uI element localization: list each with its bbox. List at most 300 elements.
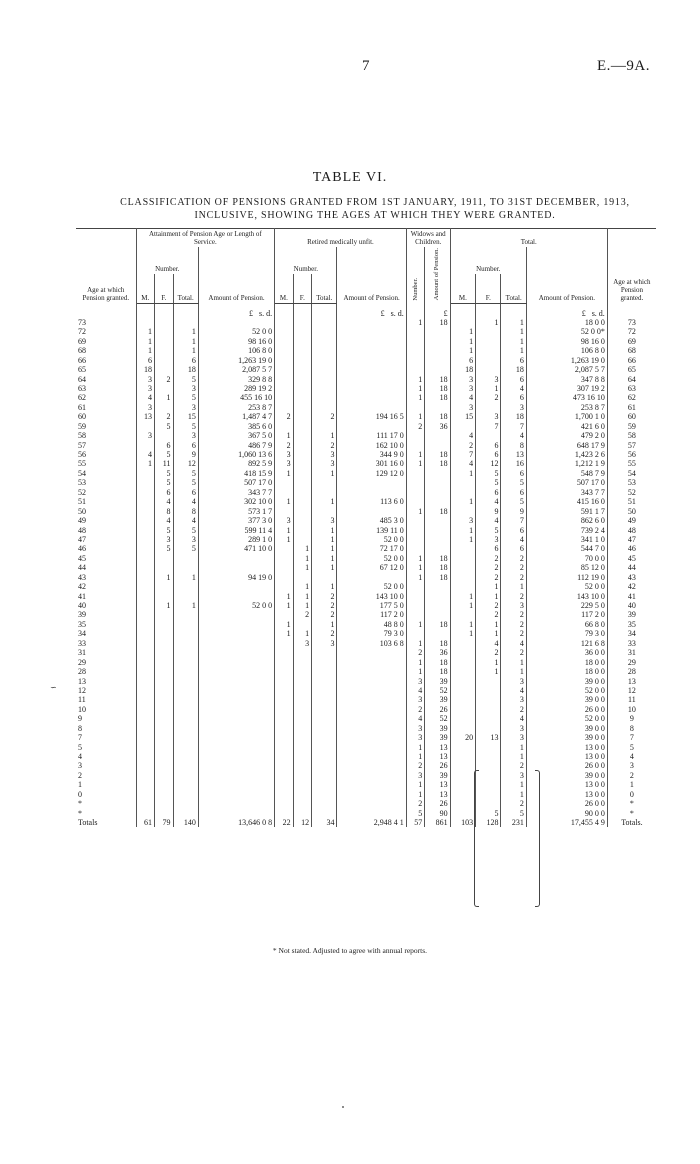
table-cell: 385 6 0 — [198, 422, 274, 431]
table-cell — [406, 431, 424, 440]
table-cell: 1 — [173, 346, 198, 355]
table-cell — [406, 346, 424, 355]
table-cell — [337, 808, 406, 817]
age-cell: 69 — [627, 336, 636, 346]
table-cell — [450, 771, 475, 780]
table-cell: 2 — [501, 629, 526, 638]
table-cell: 1,263 19 0 — [198, 355, 274, 364]
table-cell: 13 — [501, 450, 526, 459]
table-cell — [425, 431, 450, 440]
table-cell: 2 — [501, 761, 526, 770]
table-cell: 112 19 0 — [526, 573, 607, 582]
table-cell — [173, 780, 198, 789]
table-cell: 4 — [173, 516, 198, 525]
table-cell: 1 — [136, 346, 154, 355]
age-cell: 28 — [76, 667, 136, 676]
table-cell: 12 — [476, 459, 501, 468]
table-cell — [312, 488, 337, 497]
table-cell: 421 6 0 — [526, 422, 607, 431]
table-cell — [198, 742, 274, 751]
totals-cell: 61 — [136, 818, 154, 827]
table-cell — [337, 742, 406, 751]
table-cell: 72 17 0 — [337, 544, 406, 553]
total-number-header: Number. — [450, 247, 526, 274]
table-row — [76, 733, 656, 742]
table-cell — [312, 318, 337, 327]
totals-cell: 34 — [312, 818, 337, 827]
table-cell — [136, 563, 154, 572]
table-cell: 18 — [425, 573, 450, 582]
table-cell — [425, 582, 450, 591]
table-cell: 5 — [476, 808, 501, 817]
table-cell: 1 — [450, 525, 475, 534]
table-cell: 2 — [312, 601, 337, 610]
table-cell — [173, 771, 198, 780]
table-cell: 13 — [425, 752, 450, 761]
table-cell: 418 15 9 — [198, 469, 274, 478]
table-cell — [275, 752, 293, 761]
table-cell — [173, 724, 198, 733]
table-cell — [450, 705, 475, 714]
attainment-number-header: Number. — [136, 247, 198, 274]
table-cell — [450, 752, 475, 761]
age-cell: 10 — [627, 704, 636, 714]
table-cell: 26 0 0 — [526, 799, 607, 808]
table-cell — [155, 554, 173, 563]
table-cell: 1 — [476, 620, 501, 629]
age-cell: 34 — [627, 629, 636, 639]
table-cell — [136, 648, 154, 657]
age-cell: 61 — [76, 403, 136, 412]
table-cell: 52 0 0 — [337, 554, 406, 563]
table-cell: 39 — [425, 771, 450, 780]
age-cell: 34 — [76, 629, 136, 638]
table-cell — [293, 695, 311, 704]
table-cell — [312, 422, 337, 431]
table-row — [76, 629, 656, 638]
totals-cell: 22 — [275, 818, 293, 827]
table-cell: 13 0 0 — [526, 790, 607, 799]
table-cell — [293, 648, 311, 657]
table-cell — [450, 478, 475, 487]
table-cell: 2 — [312, 412, 337, 421]
table-cell — [425, 591, 450, 600]
table-row — [76, 440, 656, 449]
table-cell — [450, 639, 475, 648]
table-cell: 3 — [173, 535, 198, 544]
table-cell — [293, 431, 311, 440]
table-cell — [155, 799, 173, 808]
table-row — [76, 374, 656, 383]
table-cell — [312, 695, 337, 704]
table-cell: 1 — [476, 667, 501, 676]
table-cell — [406, 355, 424, 364]
total-unit: £ s. d. — [526, 303, 607, 318]
table-cell — [293, 374, 311, 383]
table-cell: 4 — [501, 686, 526, 695]
table-cell — [155, 657, 173, 666]
age-cell: 42 — [627, 582, 636, 592]
table-cell: 1 — [406, 374, 424, 383]
table-cell — [155, 327, 173, 336]
table-cell — [293, 808, 311, 817]
age-cell: 5 — [76, 742, 136, 751]
table-cell — [476, 742, 501, 751]
age-cell: 35 — [76, 620, 136, 629]
table-cell: 6 — [173, 440, 198, 449]
age-cell: 4 — [76, 752, 136, 761]
table-cell — [173, 752, 198, 761]
table-cell: 1,263 19 0 — [526, 355, 607, 364]
table-cell: 129 12 0 — [337, 469, 406, 478]
table-cell — [337, 506, 406, 515]
age-cell: 48 — [76, 525, 136, 534]
table-cell — [312, 327, 337, 336]
table-cell: 3 — [501, 733, 526, 742]
table-cell: 1 — [501, 346, 526, 355]
table-cell: 1 — [476, 591, 501, 600]
table-cell — [406, 440, 424, 449]
table-cell — [337, 676, 406, 685]
table-cell: 4 — [476, 639, 501, 648]
age-cell: 46 — [627, 544, 636, 554]
table-cell — [173, 733, 198, 742]
attainment-amount-header: Amount of Pension. — [198, 247, 274, 303]
table-row — [76, 657, 656, 666]
table-cell: 4 — [450, 393, 475, 402]
table-row — [76, 573, 656, 582]
age-cell: * — [629, 799, 634, 809]
table-cell — [293, 506, 311, 515]
table-cell — [293, 337, 311, 346]
table-cell: 343 7 7 — [198, 488, 274, 497]
table-cell — [275, 337, 293, 346]
table-cell: 5 — [173, 393, 198, 402]
age-cell: 55 — [76, 459, 136, 468]
table-cell — [293, 412, 311, 421]
table-cell: 12 — [173, 459, 198, 468]
pension-classification-table — [76, 228, 656, 827]
table-cell — [136, 808, 154, 817]
age-cell: 52 — [627, 487, 636, 497]
table-cell — [425, 525, 450, 534]
table-cell: 6 — [136, 355, 154, 364]
table-cell — [293, 780, 311, 789]
table-cell: 39 — [425, 676, 450, 685]
table-cell — [198, 563, 274, 572]
age-cell: * — [76, 808, 136, 817]
retired-m-header: M. — [275, 274, 293, 303]
table-row — [76, 780, 656, 789]
totals-cell: 57 — [406, 818, 424, 827]
table-cell — [293, 403, 311, 412]
table-cell: 1 — [173, 601, 198, 610]
table-cell: 6 — [476, 450, 501, 459]
age-cell: 55 — [627, 459, 636, 469]
attainment-unit: £ s. d. — [198, 303, 274, 318]
table-row — [76, 582, 656, 591]
table-cell — [275, 346, 293, 355]
table-cell: 1 — [275, 601, 293, 610]
age-cell: 35 — [627, 619, 636, 629]
table-cell: 6 — [476, 544, 501, 553]
table-cell: 2 — [155, 412, 173, 421]
table-cell — [293, 657, 311, 666]
table-cell: 1 — [501, 790, 526, 799]
table-cell — [312, 337, 337, 346]
table-cell — [406, 582, 424, 591]
table-cell — [293, 393, 311, 402]
age-cell: 12 — [76, 686, 136, 695]
table-cell — [275, 676, 293, 685]
table-cell: 3 — [312, 450, 337, 459]
table-cell: 302 10 0 — [198, 497, 274, 506]
table-cell: 1 — [312, 497, 337, 506]
table-cell — [155, 563, 173, 572]
table-cell — [275, 733, 293, 742]
table-cell — [312, 752, 337, 761]
table-cell — [155, 761, 173, 770]
table-cell — [293, 752, 311, 761]
age-cell: 66 — [76, 355, 136, 364]
table-cell: 103 6 8 — [337, 639, 406, 648]
table-cell — [136, 761, 154, 770]
table-cell: 52 0 0* — [526, 327, 607, 336]
table-cell — [275, 422, 293, 431]
table-cell — [275, 582, 293, 591]
table-cell: 3 — [293, 639, 311, 648]
table-cell — [450, 799, 475, 808]
table-cell: 2 — [406, 422, 424, 431]
age-cell: 7 — [629, 733, 634, 743]
table-cell — [198, 714, 274, 723]
table-cell: 4 — [450, 431, 475, 440]
table-cell: 52 0 0 — [337, 535, 406, 544]
table-cell: 289 1 0 — [198, 535, 274, 544]
age-cell: 53 — [76, 478, 136, 487]
table-cell: 18 — [501, 365, 526, 374]
table-row — [76, 591, 656, 600]
table-cell: 1 — [476, 582, 501, 591]
table-cell — [293, 327, 311, 336]
retired-total-header: Total. — [312, 274, 337, 303]
table-row — [76, 761, 656, 770]
table-cell — [476, 724, 501, 733]
table-cell: 52 — [425, 714, 450, 723]
age-cell: 12 — [627, 685, 636, 695]
age-cell: 5 — [629, 742, 634, 752]
table-cell — [450, 742, 475, 751]
speck — [342, 1106, 344, 1108]
table-cell — [337, 478, 406, 487]
table-cell — [293, 761, 311, 770]
table-cell — [425, 544, 450, 553]
table-cell: 344 9 0 — [337, 450, 406, 459]
table-cell — [450, 761, 475, 770]
table-cell: 2,087 5 7 — [526, 365, 607, 374]
table-cell — [450, 554, 475, 563]
age-cell: 46 — [76, 544, 136, 553]
table-cell: 3 — [173, 403, 198, 412]
table-cell — [312, 384, 337, 393]
table-row — [76, 610, 656, 619]
table-cell — [173, 799, 198, 808]
age-cell: 59 — [76, 422, 136, 431]
table-row — [76, 516, 656, 525]
table-cell — [337, 346, 406, 355]
table-cell: 5 — [476, 469, 501, 478]
table-caption: CLASSIFICATION OF PENSIONS GRANTED FROM 1ST JANUARY, 1911, TO 31ST DECEMBER, 1913, INCLUSIVE, SHOWING THE AGES AT WHICH THEY WERE GRANTED. — [120, 197, 630, 221]
table-cell: 307 19 2 — [526, 384, 607, 393]
table-cell: 26 0 0 — [526, 761, 607, 770]
table-cell — [450, 573, 475, 582]
table-cell: 2 — [501, 554, 526, 563]
attainment-group-header: Attainment of Pension Age or Length of Service. — [136, 229, 275, 248]
table-row — [76, 667, 656, 676]
table-cell — [293, 667, 311, 676]
age-cell: 29 — [76, 657, 136, 666]
table-cell — [198, 582, 274, 591]
table-cell — [198, 554, 274, 563]
table-cell — [476, 403, 501, 412]
table-cell: 52 0 0 — [198, 601, 274, 610]
table-row — [76, 327, 656, 336]
table-cell — [155, 771, 173, 780]
table-cell: 13 — [425, 780, 450, 789]
table-cell: 1 — [136, 327, 154, 336]
age-cell: 8 — [629, 723, 634, 733]
table-cell — [173, 620, 198, 629]
table-cell — [136, 733, 154, 742]
table-cell: 13 0 0 — [526, 752, 607, 761]
table-cell: 479 2 0 — [526, 431, 607, 440]
table-cell — [275, 780, 293, 789]
table-cell: 6 — [173, 355, 198, 364]
table-cell: 415 16 0 — [526, 497, 607, 506]
table-cell — [173, 657, 198, 666]
table-cell — [136, 440, 154, 449]
table-row — [76, 742, 656, 751]
table-cell — [406, 337, 424, 346]
age-cell: 73 — [627, 317, 636, 327]
table-cell: 1 — [312, 431, 337, 440]
table-cell: 485 3 0 — [337, 516, 406, 525]
attainment-m-header: M. — [136, 274, 154, 303]
table-cell: 2 — [312, 440, 337, 449]
table-cell: 26 0 0 — [526, 705, 607, 714]
table-cell: 1 — [450, 469, 475, 478]
table-cell: 18 — [425, 657, 450, 666]
totals-cell: 2,948 4 1 — [337, 818, 406, 827]
table-cell — [155, 365, 173, 374]
table-cell: 1 — [450, 591, 475, 600]
table-cell: 739 2 4 — [526, 525, 607, 534]
table-cell — [293, 497, 311, 506]
table-cell — [173, 761, 198, 770]
age-cell: 28 — [627, 667, 636, 677]
table-cell: 3 — [406, 733, 424, 742]
table-cell — [476, 771, 501, 780]
age-cell: 41 — [76, 591, 136, 600]
table-cell: 548 7 9 — [526, 469, 607, 478]
table-cell — [406, 488, 424, 497]
table-cell: 892 5 9 — [198, 459, 274, 468]
table-cell — [155, 639, 173, 648]
table-cell: 2 — [501, 620, 526, 629]
table-cell — [293, 459, 311, 468]
table-cell — [312, 657, 337, 666]
table-cell: 455 16 10 — [198, 393, 274, 402]
table-cell: 13 — [136, 412, 154, 421]
table-cell — [425, 601, 450, 610]
table-cell — [337, 327, 406, 336]
table-cell — [136, 525, 154, 534]
table-cell — [476, 686, 501, 695]
age-cell: 68 — [627, 346, 636, 356]
table-cell — [293, 771, 311, 780]
table-cell — [198, 686, 274, 695]
table-cell — [406, 544, 424, 553]
table-cell: 52 0 0 — [526, 714, 607, 723]
table-cell: 5 — [406, 808, 424, 817]
age-cell: 56 — [627, 450, 636, 460]
table-cell: 52 0 0 — [526, 582, 607, 591]
age-cell: 50 — [627, 506, 636, 516]
age-cell: 64 — [76, 374, 136, 383]
table-cell — [198, 695, 274, 704]
table-cell: 2 — [406, 799, 424, 808]
totals-cell: 140 — [173, 818, 198, 827]
table-cell — [173, 667, 198, 676]
table-cell: 471 10 0 — [198, 544, 274, 553]
table-row — [76, 506, 656, 515]
table-cell: 48 8 0 — [337, 620, 406, 629]
table-cell — [293, 488, 311, 497]
table-cell — [425, 403, 450, 412]
age-cell: 62 — [627, 393, 636, 403]
table-cell: 7 — [501, 516, 526, 525]
table-cell — [155, 318, 173, 327]
table-cell: 6 — [450, 355, 475, 364]
age-cell: 39 — [627, 610, 636, 620]
table-row — [76, 705, 656, 714]
table-cell: 66 8 0 — [526, 620, 607, 629]
table-cell: 1 — [450, 497, 475, 506]
table-cell — [155, 403, 173, 412]
table-cell — [275, 771, 293, 780]
total-group-header: Total. — [450, 229, 607, 248]
table-cell: 1 — [293, 563, 311, 572]
table-cell: 3 — [406, 724, 424, 733]
table-cell: 4 — [450, 459, 475, 468]
table-row — [76, 355, 656, 364]
table-cell: 343 7 7 — [526, 488, 607, 497]
table-cell: 85 12 0 — [526, 563, 607, 572]
table-cell: 6 — [476, 440, 501, 449]
age-cell: 29 — [627, 657, 636, 667]
table-cell: 1 — [450, 535, 475, 544]
table-cell: 1 — [275, 497, 293, 506]
table-cell — [450, 780, 475, 789]
table-cell — [275, 714, 293, 723]
table-cell: 1 — [275, 469, 293, 478]
age-cell: 45 — [76, 554, 136, 563]
age-cell: 33 — [627, 638, 636, 648]
table-cell: 1 — [406, 412, 424, 421]
table-cell: 1 — [155, 393, 173, 402]
table-cell: 2 — [476, 648, 501, 657]
table-cell — [450, 422, 475, 431]
